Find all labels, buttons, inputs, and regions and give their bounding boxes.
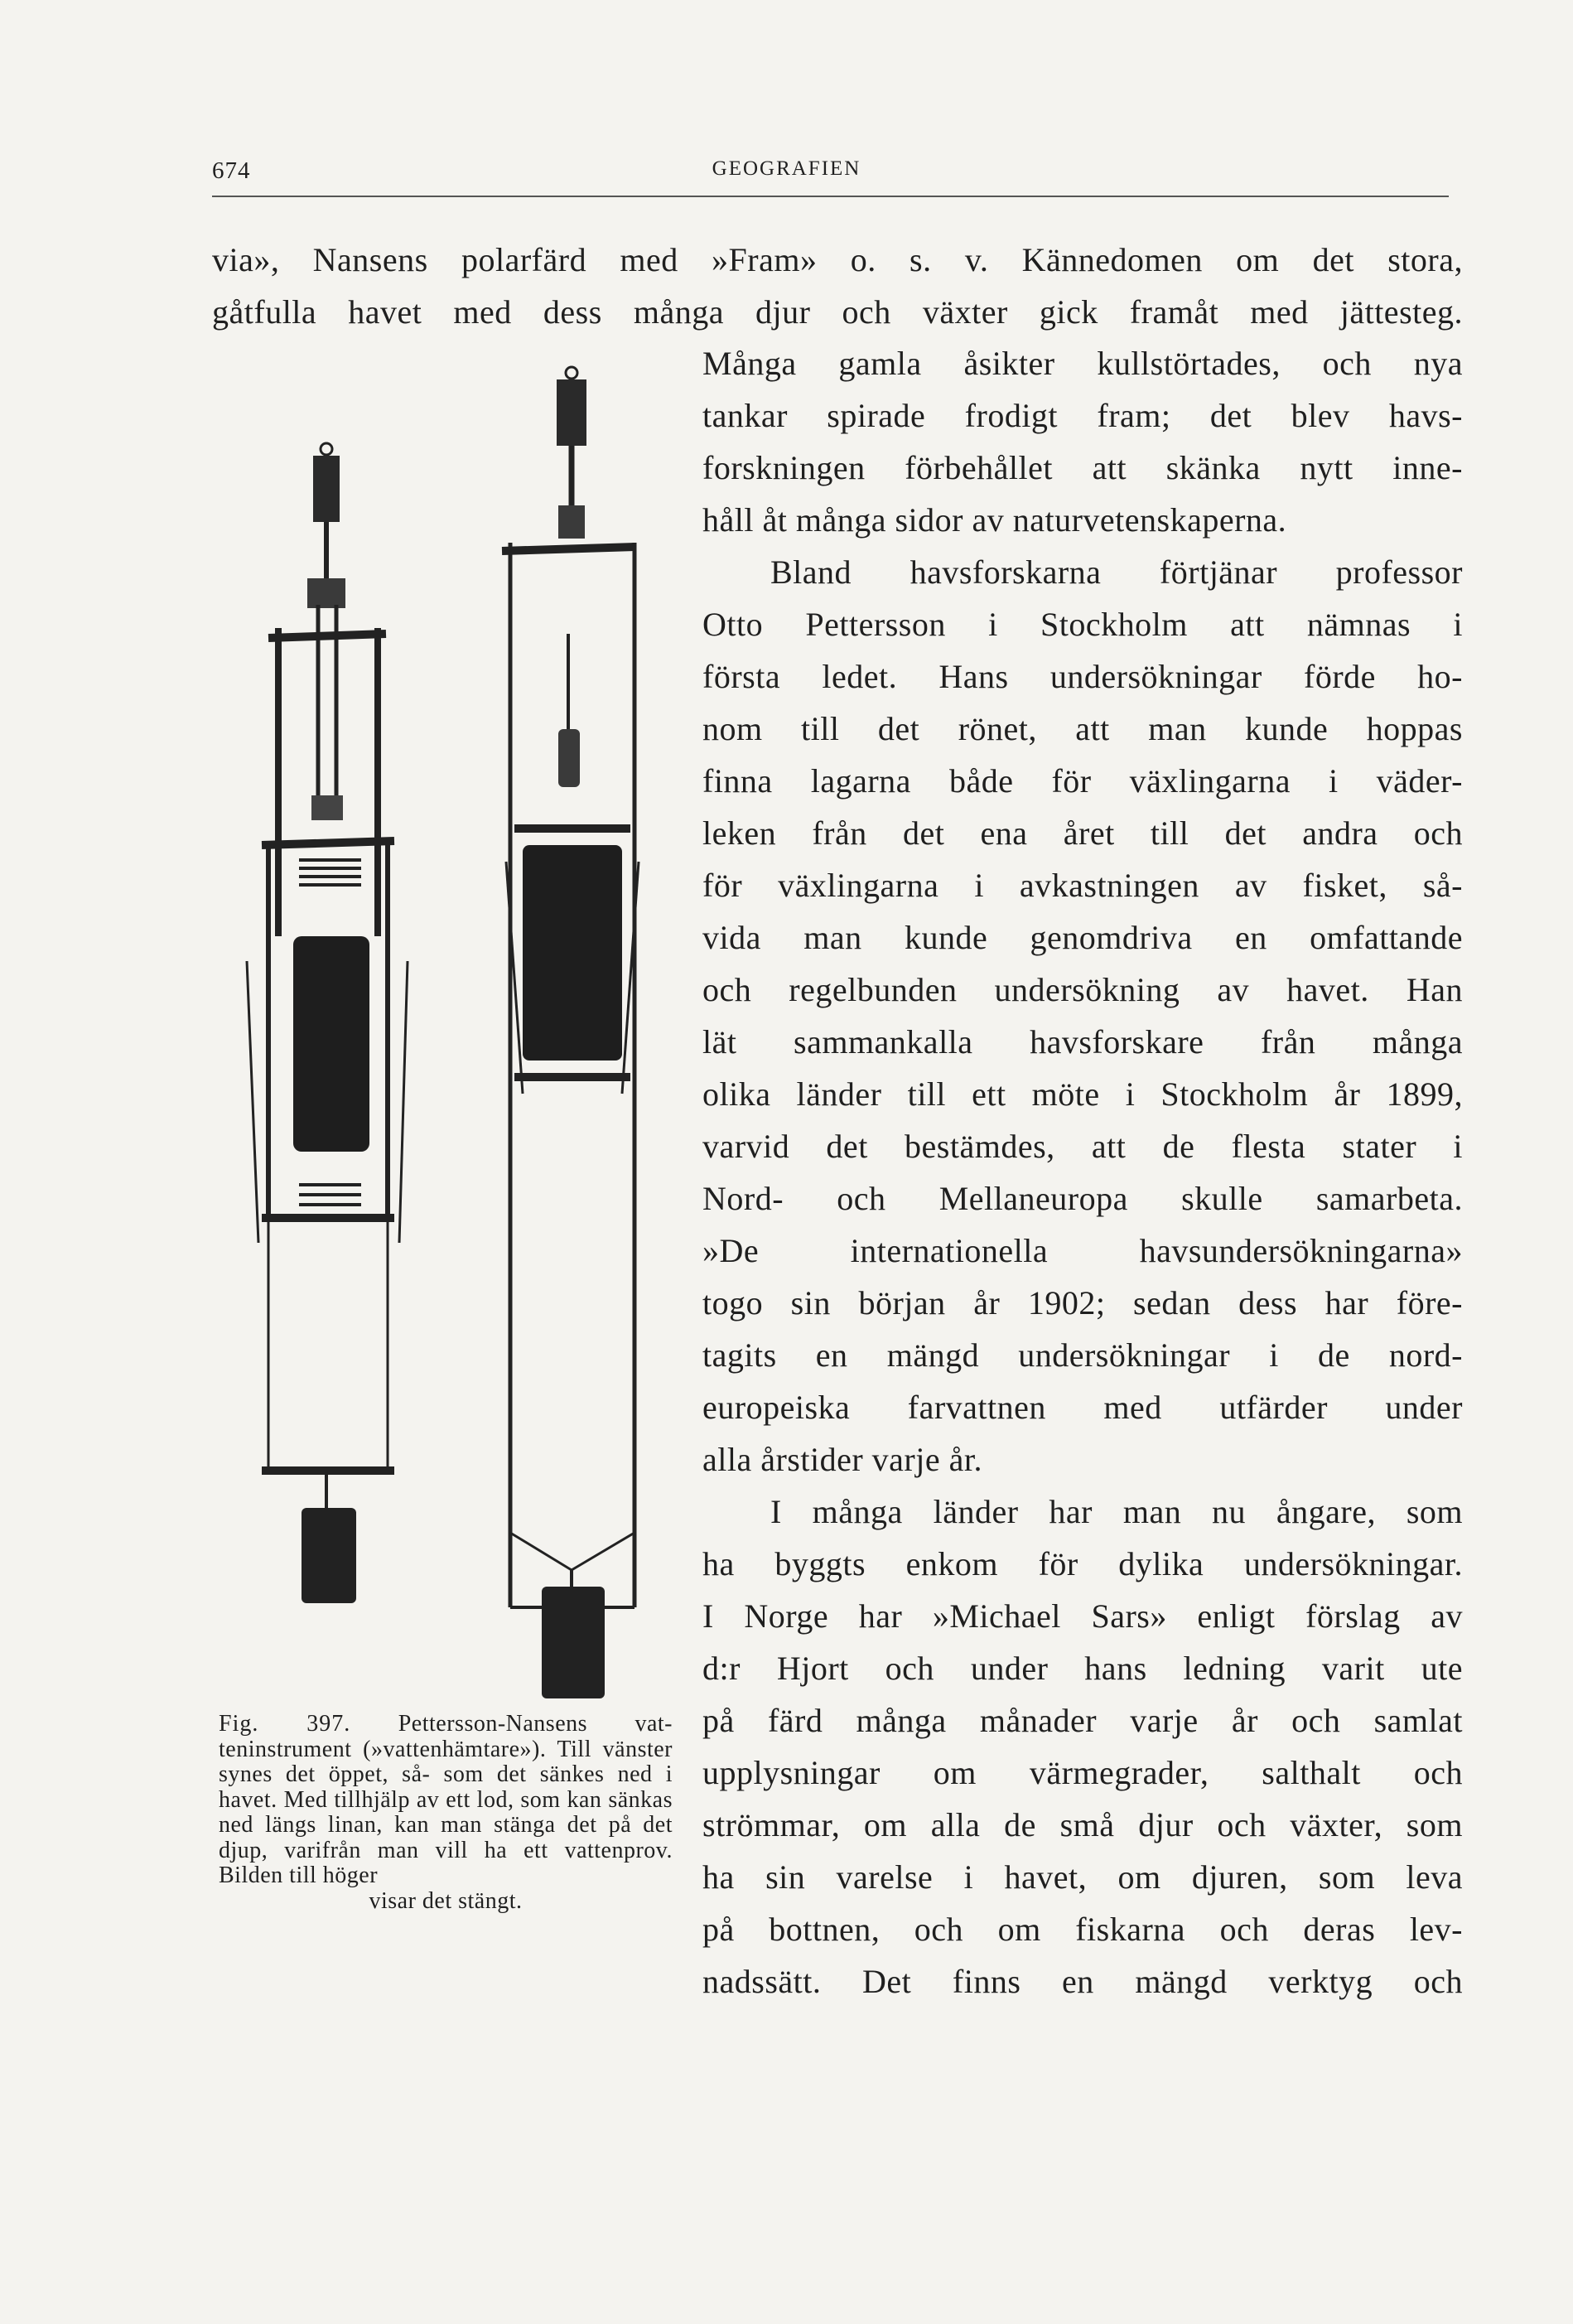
text-line: Nord- och Mellaneuropa skulle samarbeta. bbox=[702, 1180, 1463, 1217]
page-number: 674 bbox=[212, 157, 251, 184]
text-line: gåtfulla havet med dess många djur och växter gick framåt med jättesteg. bbox=[212, 293, 1463, 331]
caption-line: Till vänster synes det öppet, så- bbox=[219, 1736, 673, 1787]
text-line: på färd många månader varje år och samlat bbox=[702, 1702, 1463, 1739]
caption-line: tillhjälp av ett lod, som kan sänkas bbox=[334, 1786, 673, 1813]
text-line: strömmar, om alla de små djur och växter, som bbox=[702, 1806, 1463, 1843]
water-sampler-illustration bbox=[229, 365, 676, 1707]
text-line: forskningen förbehållet att skänka nytt inne- bbox=[702, 449, 1463, 486]
header-rule bbox=[212, 196, 1449, 197]
text-line: upplysningar om värmegrader, salthalt och bbox=[702, 1754, 1463, 1791]
sampler-open bbox=[247, 443, 408, 1603]
text-line: leken från det ena året till det andra och bbox=[702, 814, 1463, 852]
text-line: togo sin början år 1902; sedan dess har före- bbox=[702, 1284, 1463, 1321]
text-line: olika länder till ett möte i Stockholm år 1899, bbox=[702, 1075, 1463, 1113]
caption-line: Pettersson-Nansens vat- bbox=[398, 1711, 673, 1737]
text-line: finna lagarna både för växlingarna i väder- bbox=[702, 762, 1463, 800]
figure-caption bbox=[219, 1712, 673, 1914]
text-line: europeiska farvattnen med utfärder under bbox=[702, 1389, 1463, 1426]
text-line: lät sammankalla havsforskare från många bbox=[702, 1023, 1463, 1061]
text-line: på bottnen, och om fiskarna och deras lev- bbox=[702, 1911, 1463, 1948]
text-line: ha byggts enkom för dylika undersökningar. bbox=[702, 1545, 1463, 1582]
text-line: »De internationella havsundersökningarna» bbox=[702, 1232, 1463, 1269]
text-line: varvid det bestämdes, att de flesta stater i bbox=[702, 1128, 1463, 1165]
text-line: nom till det rönet, att man kunde hoppas bbox=[702, 710, 1463, 747]
text-line: d:r Hjort och under hans ledning varit ute bbox=[702, 1650, 1463, 1687]
text-line: nadssätt. Det finns en mängd verktyg och bbox=[702, 1963, 1463, 2000]
text-line: tankar spirade frodigt fram; det blev havs- bbox=[702, 397, 1463, 434]
text-line: I Norge har »Michael Sars» enligt förslag av bbox=[702, 1597, 1463, 1635]
text-line: Bland havsforskarna förtjänar professor bbox=[770, 553, 1463, 591]
caption-line: ha ett vattenprov. Bilden till höger bbox=[219, 1837, 673, 1888]
text-line: Många gamla åsikter kullstörtades, och nya bbox=[702, 345, 1463, 382]
caption-line: ned längs linan, kan man stänga bbox=[219, 1812, 556, 1838]
figure-label: Fig. 397. bbox=[219, 1711, 351, 1737]
text-line: Otto Pettersson i Stockholm att nämnas i bbox=[702, 606, 1463, 643]
text-line: vida man kunde genomdriva en omfattande bbox=[702, 919, 1463, 956]
sampler-closed bbox=[502, 367, 639, 1698]
text-line: och regelbunden undersökning av havet. Han bbox=[702, 971, 1463, 1008]
text-line: via», Nansens polarfärd med »Fram» o. s. v. Kännedomen om det stora, bbox=[212, 241, 1463, 278]
text-line: I många länder har man nu ångare, som bbox=[770, 1493, 1463, 1530]
text-line: för växlingarna i avkastningen av fisket, så- bbox=[702, 867, 1463, 904]
caption-line: visar det stängt. bbox=[369, 1887, 523, 1914]
text-line: håll åt många sidor av naturvetenskaperna. bbox=[702, 501, 1287, 539]
text-line: ha sin varelse i havet, om djuren, som leva bbox=[702, 1858, 1463, 1896]
caption-line: teninstrument (»vattenhämtare»). bbox=[219, 1736, 547, 1762]
caption-line: som det sänkes ned i havet. Med bbox=[219, 1761, 673, 1813]
running-head: GEOGRAFIEN bbox=[712, 157, 861, 180]
text-line: tagits en mängd undersökningar i de nord- bbox=[702, 1336, 1463, 1374]
caption-line: det på det djup, varifrån man vill bbox=[219, 1812, 673, 1863]
text-line: första ledet. Hans undersökningar förde ho- bbox=[702, 658, 1463, 695]
figure-water-samplers bbox=[229, 365, 676, 1707]
text-line: alla årstider varje år. bbox=[702, 1441, 982, 1478]
